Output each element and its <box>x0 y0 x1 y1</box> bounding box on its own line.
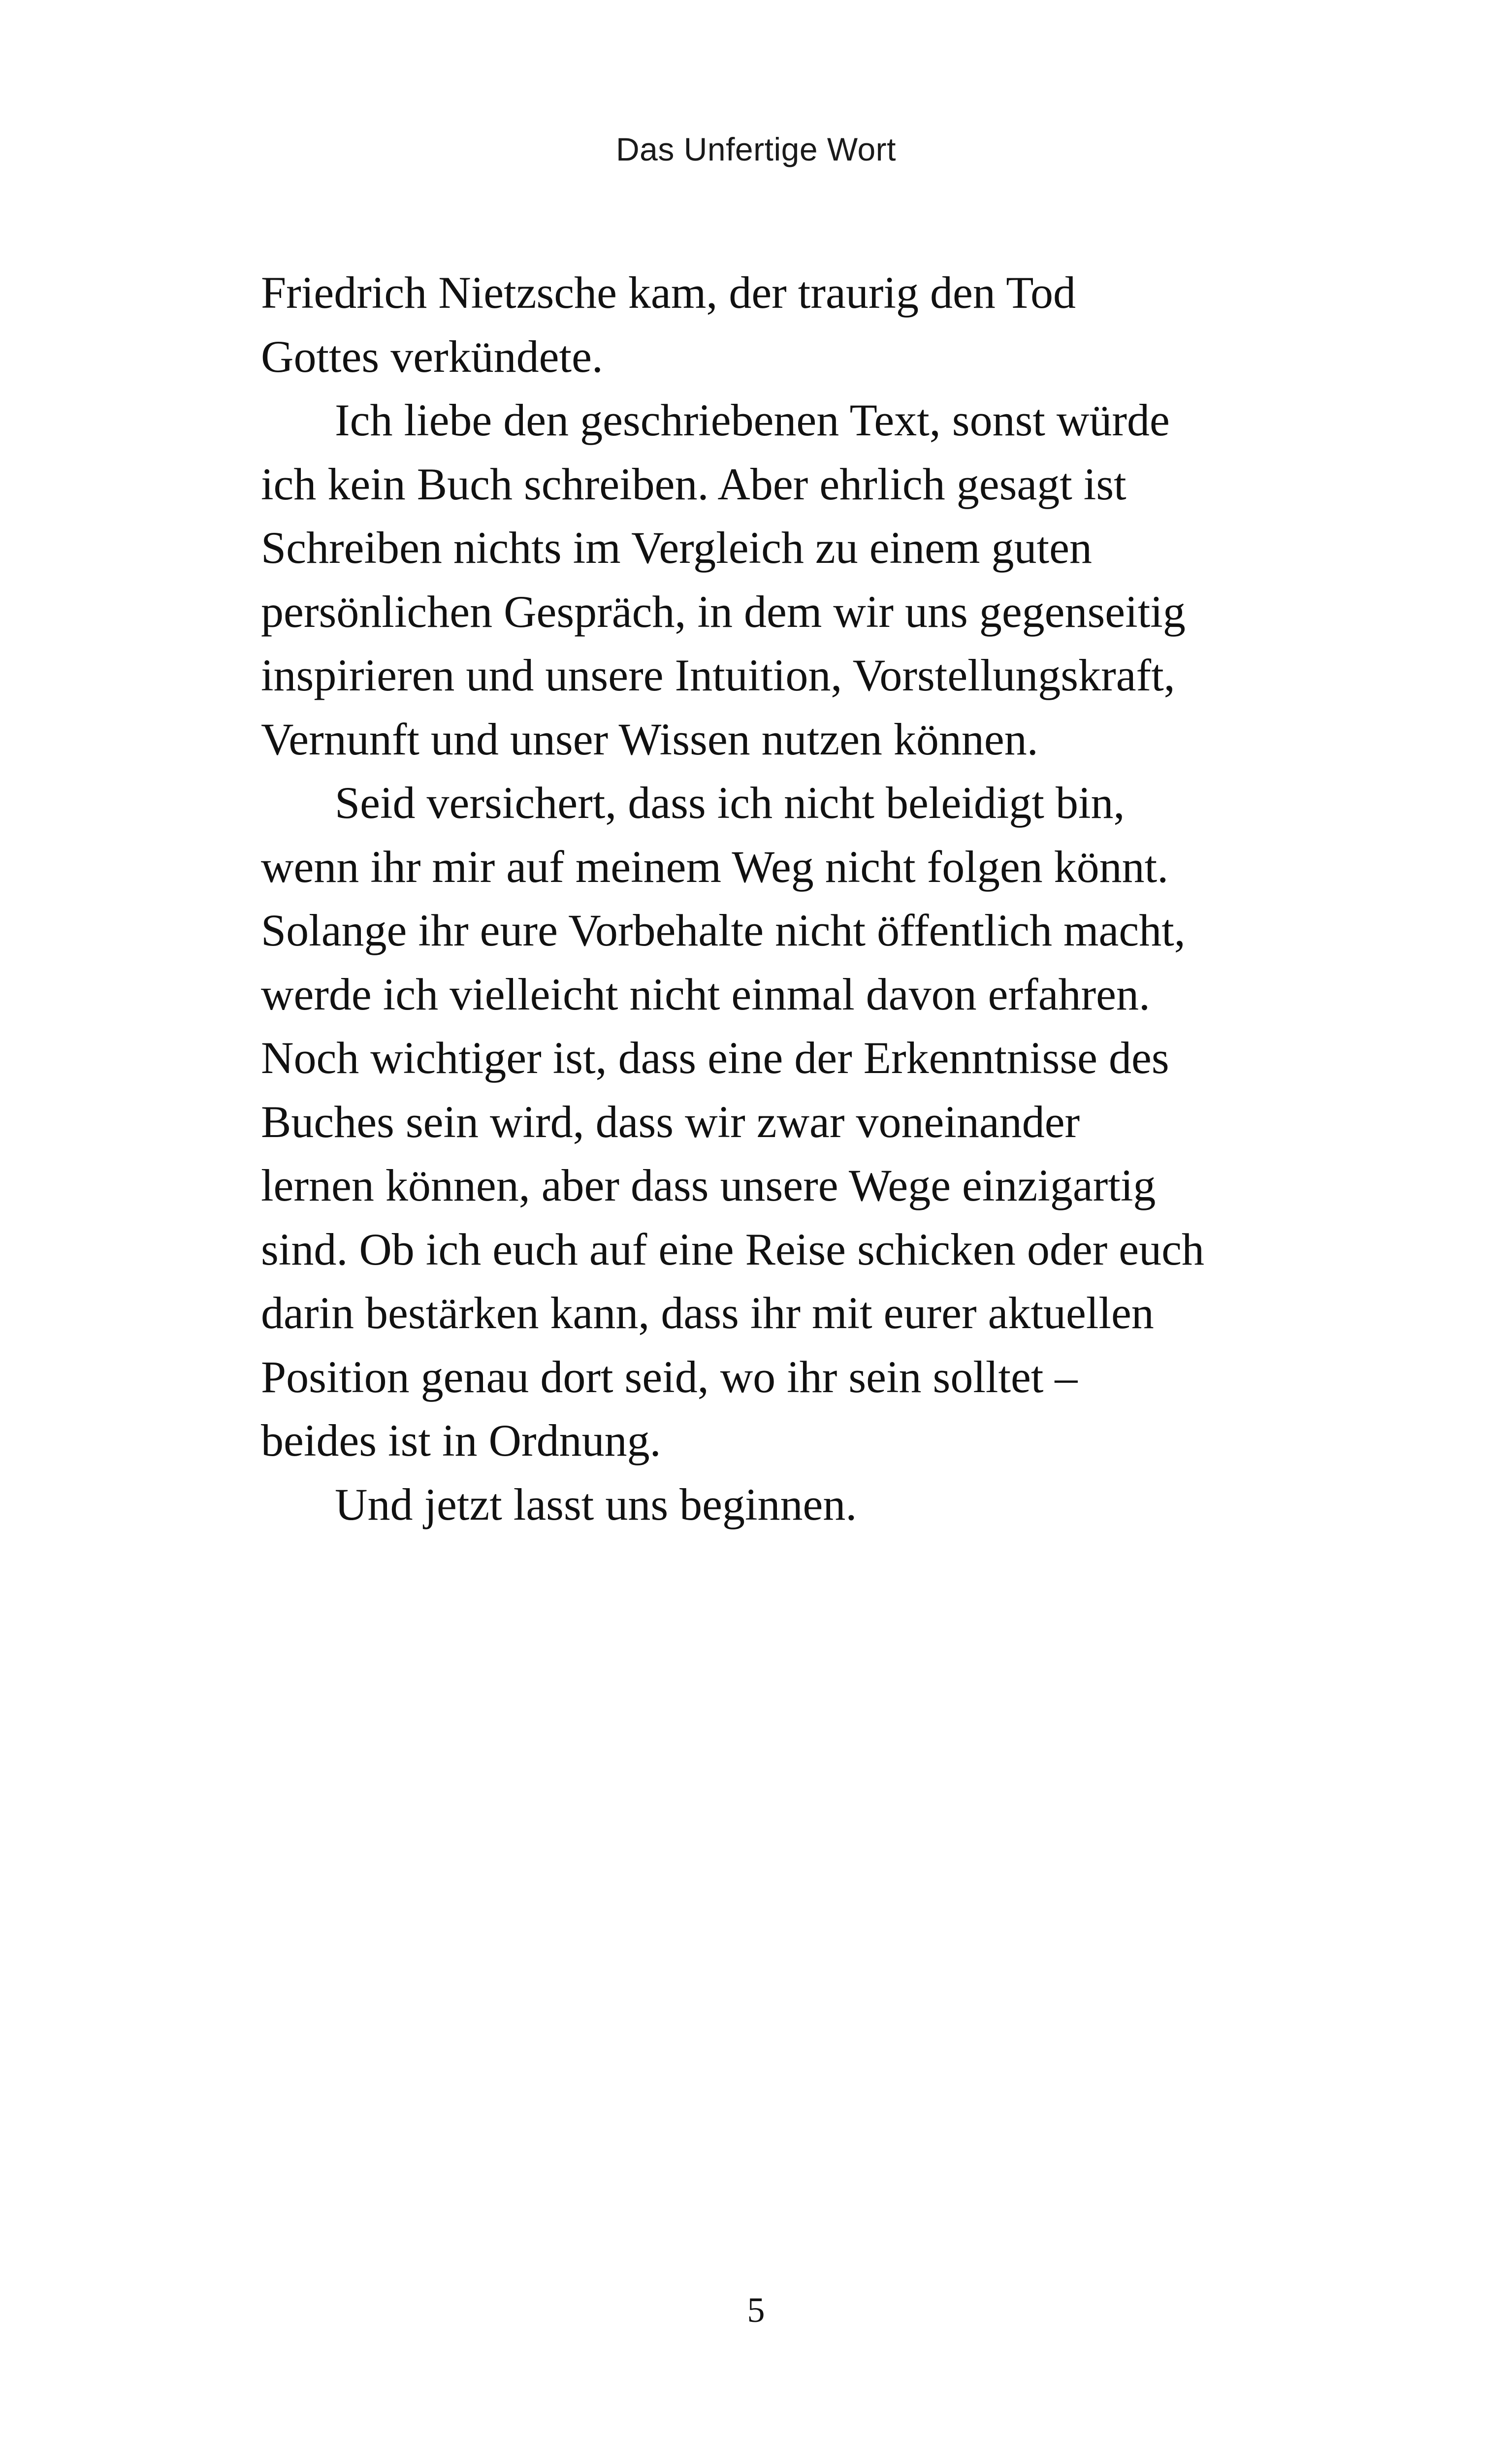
text-line: Ich liebe den geschriebenen Text, sonst würde <box>335 395 1170 445</box>
text-line: Solange ihr eure Vorbehalte nicht öffentlich macht, <box>261 905 1186 955</box>
text-line: darin bestärken kann, dass ihr mit eurer aktuellen <box>261 1288 1154 1338</box>
text-line: beides ist in Ordnung. <box>261 1415 661 1466</box>
text-line: Position genau dort seid, wo ihr sein solltet – <box>261 1351 1078 1402</box>
page-number: 5 <box>747 2290 765 2330</box>
text-line: persönlichen Gespräch, in dem wir uns gegenseitig <box>261 586 1186 637</box>
text-line: lernen können, aber dass unsere Wege einzigartig <box>261 1160 1156 1210</box>
running-header: Das Unfertige Wort <box>616 131 896 167</box>
text-line: Und jetzt lasst uns beginnen. <box>335 1479 857 1530</box>
text-line: ich kein Buch schreiben. Aber ehrlich gesagt ist <box>261 458 1126 509</box>
text-line: Gottes verkündete. <box>261 331 603 382</box>
text-line: Vernunft und unser Wissen nutzen können. <box>261 714 1038 764</box>
text-line: Seid versichert, dass ich nicht beleidigt bin, <box>335 778 1125 828</box>
text-line: inspirieren und unsere Intuition, Vorstellungskraft, <box>261 650 1175 700</box>
text-line: wenn ihr mir auf meinem Weg nicht folgen könnt. <box>261 841 1169 892</box>
body-text <box>261 261 1310 1536</box>
text-line: Noch wichtiger ist, dass eine der Erkenntnisse des <box>261 1033 1169 1083</box>
text-line: werde ich vielleicht nicht einmal davon erfahren. <box>261 969 1150 1019</box>
text-line: sind. Ob ich euch auf eine Reise schicken oder euch <box>261 1224 1204 1274</box>
text-line: Friedrich Nietzsche kam, der traurig den Tod <box>261 267 1076 318</box>
text-line: Schreiben nichts im Vergleich zu einem guten <box>261 522 1092 573</box>
text-line: Buches sein wird, dass wir zwar voneinander <box>261 1096 1080 1147</box>
